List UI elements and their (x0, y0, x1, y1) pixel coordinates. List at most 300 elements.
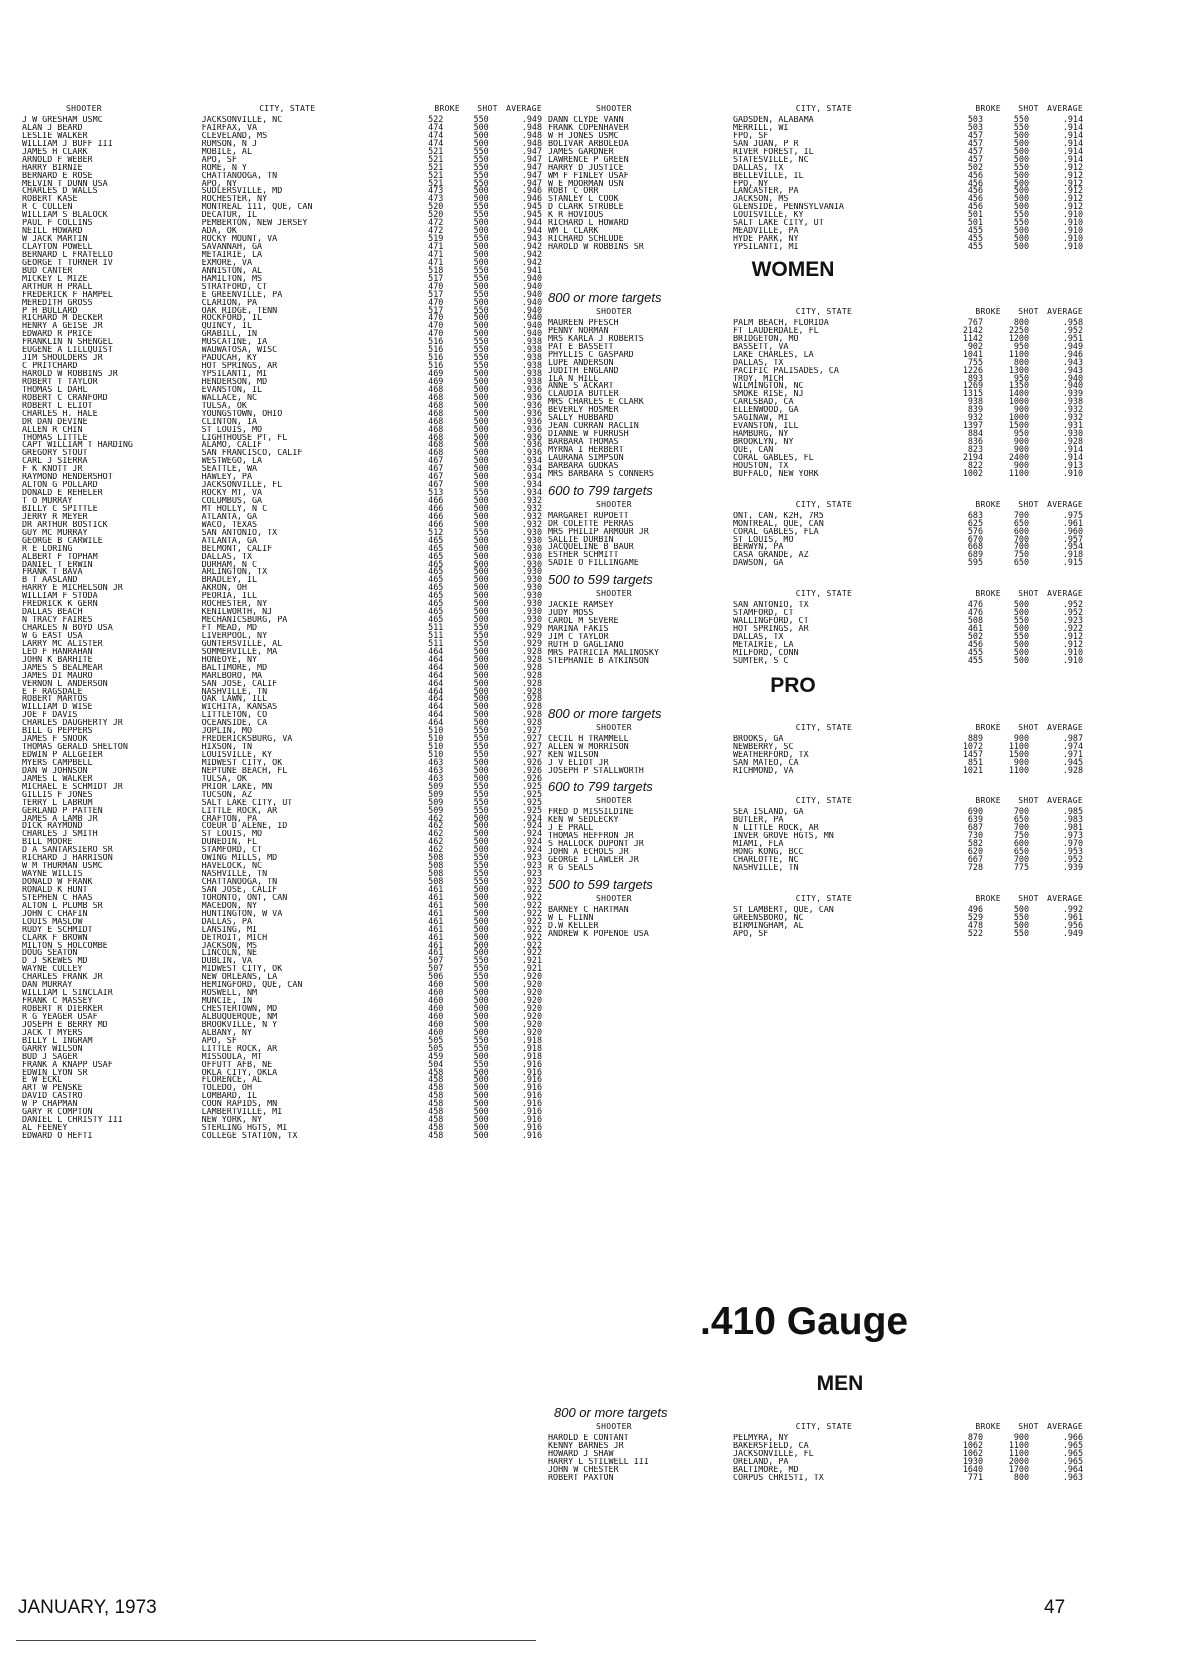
city-state: WALLACE, NC (201, 393, 258, 402)
shot-count: 1100 (1008, 1447, 1029, 1458)
city-state: PEMBERTON, NEW JERSEY (201, 219, 308, 228)
table-row (22, 804, 542, 815)
broke-count: 508 (967, 615, 983, 626)
average: .947 (521, 153, 542, 164)
average: .974 (1062, 740, 1083, 751)
city-state: MEADVILLE, PA (733, 227, 799, 236)
city-state: EVANSTON, IL (201, 385, 263, 394)
table-row (548, 551, 1083, 559)
shooter-name: ALLEN W MORRISON (548, 742, 629, 751)
average: .916 (521, 1082, 542, 1093)
city-state: CLARION, PA (201, 298, 258, 307)
average: .947 (521, 161, 542, 172)
average: .940 (521, 312, 542, 323)
table-row (548, 438, 1083, 446)
table-row (22, 608, 542, 616)
city-state: LOUISVILLE, KY (733, 211, 804, 220)
city-state: ALBANY, NY (201, 1028, 252, 1037)
gauge-subhead: 800 or more targets (554, 1405, 668, 1420)
table-row (548, 748, 1083, 759)
table-row (22, 256, 542, 267)
average: .943 (1062, 356, 1083, 367)
broke-count: 457 (967, 137, 983, 148)
shooter-name: CLAYTON POWELL (22, 243, 93, 251)
table-header (548, 796, 1083, 808)
city-state: ST LOUIS, MO (201, 425, 263, 434)
table-row (548, 654, 1083, 665)
table-row (22, 129, 542, 140)
city-state: NEW YORK, NY (201, 1116, 263, 1125)
city-state: EVANSTON, ILL (733, 422, 799, 431)
average: .913 (1062, 459, 1083, 470)
city-state: BERWYN, PA (733, 543, 784, 552)
city-state: ROCKY MOUNT, VA (201, 235, 278, 243)
broke-count: 460 (428, 1010, 444, 1021)
table-row (22, 457, 542, 465)
table-row (22, 1026, 542, 1037)
shooter-name: ALTON L PLUMB SR (22, 901, 103, 910)
average: .965 (1062, 1439, 1083, 1450)
table-row (548, 430, 1083, 438)
shot-count: 500 (473, 979, 489, 990)
shooter-name: R G YEAGER USAF (22, 1012, 98, 1021)
city-state: COLLEGE STATION, TX (201, 1132, 298, 1140)
city-state: MARLBORO, MA (201, 671, 263, 680)
broke-count: 467 (428, 455, 444, 466)
shooter-name: BERNARD E ROSE (22, 171, 93, 180)
city-state: LINCOLN, NE (201, 949, 258, 958)
average: .910 (1062, 225, 1083, 236)
city-state: ATLANTA, GA (201, 536, 258, 545)
table-row (22, 542, 542, 553)
city-state: TULSA, OK (201, 401, 247, 410)
city-state: PRIOR LAKE, MN (201, 782, 273, 791)
city-state: HOT SPRINGS, AR (733, 625, 809, 633)
average: .922 (521, 947, 542, 958)
table-row (22, 949, 542, 957)
shot-count: 750 (1013, 549, 1029, 560)
table-row (548, 832, 1083, 840)
average: .910 (1062, 654, 1083, 665)
shooter-name: WILLIAM L SINCLAIR (22, 989, 113, 998)
table-row (548, 422, 1083, 430)
average: .931 (1062, 420, 1083, 431)
average: .952 (1062, 607, 1083, 618)
shooter-name: E W ECKL (22, 1076, 63, 1085)
city-state: ST LAMBERT, QUE, CAN (733, 905, 834, 914)
shooter-name: ALLEN R CHIN (22, 425, 83, 434)
broke-count: 474 (428, 137, 444, 148)
shot-count: 500 (473, 1114, 489, 1125)
broke-count: 822 (967, 459, 983, 470)
broke-count: 462 (428, 844, 444, 855)
table-row (22, 780, 542, 791)
average: .958 (1062, 316, 1083, 327)
city-state: BUFFALO, NEW YORK (733, 469, 819, 478)
broke-count: 506 (428, 971, 444, 982)
broke-count: 465 (428, 582, 444, 593)
shot-count: 2000 (1008, 1455, 1029, 1466)
shooter-name: RICHARD L HOWARD (548, 219, 629, 228)
shooter-name: LAURANA SIMPSON (548, 453, 624, 462)
table-row (22, 375, 542, 386)
average: .923 (1062, 615, 1083, 626)
table-row (22, 796, 542, 807)
average: .922 (521, 923, 542, 934)
broke-count: 467 (428, 463, 444, 474)
average: .932 (521, 502, 542, 513)
table-row (22, 1058, 542, 1069)
shooter-name: BILL MOORE (22, 838, 73, 847)
table-row (22, 330, 542, 338)
shooter-name: LESLIE WALKER (22, 131, 88, 140)
shot-count: 500 (473, 566, 489, 577)
header-shot: SHOT (477, 104, 498, 113)
shooter-name: BARBARA GUOKAS (548, 461, 619, 470)
city-state: STATESVILLE, NC (733, 155, 809, 164)
broke-count: 461 (428, 923, 444, 934)
table-row (22, 296, 542, 307)
table-row (22, 362, 542, 370)
broke-count: 521 (428, 177, 444, 188)
table-row (22, 1084, 542, 1092)
average: .936 (521, 399, 542, 410)
broke-count: 461 (428, 931, 444, 942)
broke-count: 508 (428, 868, 444, 879)
city-state: KENILWORTH, NJ (201, 608, 273, 617)
city-state: HOT SPRINGS, AR (201, 362, 278, 370)
average: .920 (521, 995, 542, 1006)
average: .930 (521, 582, 542, 593)
average: .912 (1062, 193, 1083, 204)
header-broke: BROKE (975, 796, 1001, 806)
broke-count: 468 (428, 407, 444, 418)
average: .948 (521, 129, 542, 140)
average: .965 (1062, 1447, 1083, 1458)
shooter-name: JOSEPH P STALLWORTH (548, 766, 644, 775)
shot-count: 500 (473, 510, 489, 521)
average: .938 (521, 352, 542, 363)
city-state: FPO, SF (733, 131, 769, 140)
table-row (22, 314, 542, 322)
shooter-name: HARRY D JUSTICE (548, 163, 624, 172)
shot-count: 500 (473, 129, 489, 140)
shot-count: 500 (473, 764, 489, 775)
shot-count: 900 (1013, 443, 1029, 454)
city-state: BROOKLYN, NY (733, 438, 794, 446)
broke-count: 1930 (962, 1455, 983, 1466)
average: .922 (521, 883, 542, 894)
average: .918 (521, 1034, 542, 1045)
broke-count: 516 (428, 360, 444, 371)
broke-count: 457 (967, 145, 983, 156)
shooter-name: JAMES GARDNER (548, 147, 614, 156)
shot-count: 950 (1013, 372, 1029, 383)
average: .930 (521, 558, 542, 569)
city-state: CASA GRANDE, AZ (733, 551, 809, 560)
average: .930 (521, 590, 542, 601)
broke-count: 465 (428, 542, 444, 553)
broke-count: 468 (428, 439, 444, 450)
average: .918 (521, 1042, 542, 1053)
average: .926 (521, 756, 542, 767)
shot-count: 500 (473, 883, 489, 894)
broke-count: 465 (428, 606, 444, 617)
average: .922 (521, 891, 542, 902)
broke-count: 461 (428, 915, 444, 926)
city-state: E GREENVILLE, PA (201, 290, 283, 299)
shot-count: 550 (473, 971, 489, 982)
broke-count: 463 (428, 764, 444, 775)
average: .921 (521, 963, 542, 974)
average: .925 (521, 796, 542, 807)
average: .921 (521, 955, 542, 966)
table-header (548, 500, 1083, 512)
broke-count: 473 (428, 185, 444, 196)
table-row (548, 625, 1083, 633)
shooter-name: RONALD K HUNT (22, 885, 88, 894)
average: .932 (521, 510, 542, 521)
shooter-name: EDWARD R PRICE (22, 330, 93, 339)
city-state: STAMFORD, CT (201, 846, 263, 855)
shooter-name: MICKEY L MIZE (22, 274, 88, 283)
shooter-name: PHYLLIS C GASPARD (548, 350, 634, 359)
average: .932 (1062, 412, 1083, 423)
right-column (548, 104, 1083, 942)
pro-section-title: PRO (770, 673, 816, 697)
table-row (22, 981, 542, 989)
broke-count: 889 (967, 732, 983, 743)
average: .934 (521, 487, 542, 498)
average: .970 (1062, 838, 1083, 849)
table-row (22, 423, 542, 434)
shot-count: 900 (1013, 756, 1029, 767)
shooter-name: ARNOLD F WEBER (22, 155, 93, 164)
table-row (548, 559, 1083, 567)
shooter-name: FRANK C MASSEY (22, 997, 93, 1005)
shot-count: 550 (1013, 209, 1029, 220)
shooter-name: CHARLES J SMITH (22, 830, 98, 839)
shooter-name: WAYNE WILLIS (22, 870, 83, 878)
shot-count: 550 (473, 749, 489, 759)
city-state: LAMBERTVILLE, MI (201, 1108, 283, 1117)
average: .916 (521, 1130, 542, 1140)
city-state: JACKSONVILLE, FL (201, 481, 283, 490)
table-row (548, 856, 1083, 864)
broke-count: 508 (428, 876, 444, 886)
average: .944 (521, 225, 542, 236)
broke-count: 519 (428, 233, 444, 244)
header-shot: SHOT (1018, 1422, 1039, 1431)
table-row (22, 899, 542, 910)
table-row (22, 788, 542, 799)
shot-count: 500 (473, 296, 489, 307)
city-state: GREENSBORO, NC (733, 913, 804, 922)
shot-count: 550 (473, 1058, 489, 1069)
average: .924 (521, 844, 542, 855)
shooter-name: W H JONES USMC (548, 131, 619, 140)
shooter-name: R C CULLEN (22, 203, 73, 212)
average: .936 (521, 407, 542, 418)
shot-count: 500 (473, 828, 489, 839)
header-average: AVERAGE (1047, 306, 1083, 316)
average: .924 (521, 836, 542, 847)
broke-count: 455 (967, 241, 983, 251)
shot-count: 500 (473, 836, 489, 847)
average: .910 (1062, 646, 1083, 657)
shot-count: 500 (1013, 153, 1029, 164)
table-header (548, 894, 1083, 906)
city-state: WAUWATOSA, WISC (201, 346, 278, 355)
shooter-name: JACQUELINE B BAUR (548, 543, 634, 552)
city-state: BELLEVILLE, IL (733, 171, 804, 180)
shot-count: 500 (473, 1106, 489, 1117)
table-row (548, 235, 1083, 243)
average: .929 (521, 629, 542, 640)
broke-count: 902 (967, 340, 983, 351)
city-state: BROOKVILLE, N Y (201, 1020, 278, 1029)
shot-count: 500 (473, 931, 489, 942)
table-row (22, 957, 542, 965)
table-row (548, 1471, 1083, 1482)
broke-count: 472 (428, 225, 444, 236)
city-state: LITTLE ROCK, AR (201, 1044, 278, 1053)
table-row (22, 510, 542, 521)
table-row (22, 624, 542, 632)
average: .952 (1062, 599, 1083, 610)
table-row (548, 177, 1083, 188)
shot-count: 550 (473, 629, 489, 640)
shot-count: 650 (1013, 814, 1029, 825)
table-row (22, 669, 542, 680)
shooter-name: HARRY E MICHELSON JR (22, 584, 123, 593)
table-row (548, 137, 1083, 148)
shot-count: 500 (473, 534, 489, 545)
shot-count: 1700 (1008, 1463, 1029, 1474)
broke-count: 2142 (962, 324, 983, 335)
average: .987 (1062, 732, 1083, 743)
average: .940 (521, 296, 542, 307)
average: .975 (1062, 509, 1083, 520)
shooter-name: THOMAS GERALD SHELTON (22, 743, 128, 751)
city-state: LANSING, MI (201, 925, 258, 934)
header-average: AVERAGE (1047, 796, 1083, 806)
shooter-name: E F RAGSDALE (22, 687, 83, 696)
city-state: APO, SF (201, 1036, 237, 1045)
table-body (548, 732, 1083, 775)
shooter-name: DAN W JOHNSON (22, 766, 88, 775)
average: .928 (521, 701, 542, 712)
shooter-name: CHARLES H. HALE (22, 409, 98, 418)
table-row (22, 883, 542, 894)
table-row (548, 243, 1083, 251)
table-row (548, 740, 1083, 751)
shooter-name: HARRY BIRNIE (22, 163, 83, 172)
city-state: FPO, NY (733, 179, 769, 188)
shooter-name: BEVERLY HOSMER (548, 406, 619, 415)
shooter-name: DIANNE W FURRUSH (548, 430, 629, 438)
city-state: SAN MATEO, CA (733, 758, 799, 767)
broke-count: 461 (428, 891, 444, 902)
broke-count: 1397 (962, 420, 983, 431)
average: .930 (521, 542, 542, 553)
average: .960 (1062, 525, 1083, 536)
shot-count: 500 (473, 312, 489, 323)
average: .914 (1062, 114, 1083, 124)
shooter-name: JOHN K BARHITE (22, 655, 93, 664)
shot-count: 500 (473, 598, 489, 609)
shot-count: 550 (1013, 114, 1029, 124)
table-row (22, 1124, 542, 1132)
table-row (22, 727, 542, 735)
shooter-name: GEORGE B CARWILE (22, 536, 103, 545)
average: .922 (521, 939, 542, 950)
city-state: DAWSON, GA (733, 559, 784, 568)
average: .940 (521, 320, 542, 331)
table-row (548, 316, 1083, 327)
table-row (22, 415, 542, 426)
table-row (548, 467, 1083, 478)
shooter-name: NEILL HOWARD (22, 227, 83, 236)
average: .916 (521, 1066, 542, 1077)
table-row (22, 534, 542, 545)
shot-count: 1000 (1008, 412, 1029, 423)
table-row (22, 973, 542, 981)
average: .922 (521, 915, 542, 926)
average: .953 (1062, 846, 1083, 857)
broke-count: 1142 (962, 332, 983, 343)
shooter-name: W L FLINN (548, 913, 594, 922)
average: .938 (521, 375, 542, 386)
shooter-name: DANIEL T ERWIN (22, 560, 93, 569)
shot-count: 500 (473, 820, 489, 831)
shot-count: 550 (473, 622, 489, 632)
average: .928 (521, 669, 542, 680)
broke-count: 458 (428, 1130, 444, 1140)
shot-count: 900 (1013, 436, 1029, 446)
city-state: LOMBARD, IL (201, 1092, 258, 1101)
city-state: QUE, CAN (733, 445, 774, 454)
shot-count: 550 (473, 860, 489, 871)
shot-count: 550 (473, 344, 489, 355)
shot-count: 775 (1013, 862, 1029, 872)
shooter-name: FRANK A KNAPP USAF (22, 1060, 113, 1069)
shooter-name: CHARLES DAUGHERTY JR (22, 719, 123, 728)
average: .943 (1062, 364, 1083, 375)
shot-count: 550 (473, 780, 489, 791)
average: .936 (521, 447, 542, 458)
shooter-name: FRANK T BAVA (22, 568, 83, 577)
table-row (548, 372, 1083, 383)
shooter-name: FREDERICK F HAMPEL (22, 290, 113, 299)
shot-count: 1300 (1008, 364, 1029, 375)
city-state: FREDERICKSBURG, VA (201, 735, 293, 744)
shooter-name: BILLY C SPITTLE (22, 504, 98, 513)
broke-count: 470 (428, 328, 444, 339)
average: .952 (1062, 854, 1083, 865)
city-state: DUNEDIN, FL (201, 838, 258, 847)
average: .928 (1062, 436, 1083, 446)
city-state: STRATFORD, CT (201, 282, 268, 291)
shooter-name: BUD J SAGER (22, 1052, 78, 1061)
shot-count: 550 (473, 852, 489, 863)
city-state: PACIFIC PALISADES, CA (733, 366, 839, 375)
shot-count: 500 (1013, 185, 1029, 196)
shooter-name: MILTON S HOLCOMBE (22, 941, 108, 950)
header-city: CITY, STATE (259, 104, 316, 113)
average: .949 (1062, 927, 1083, 938)
average: .945 (521, 201, 542, 212)
